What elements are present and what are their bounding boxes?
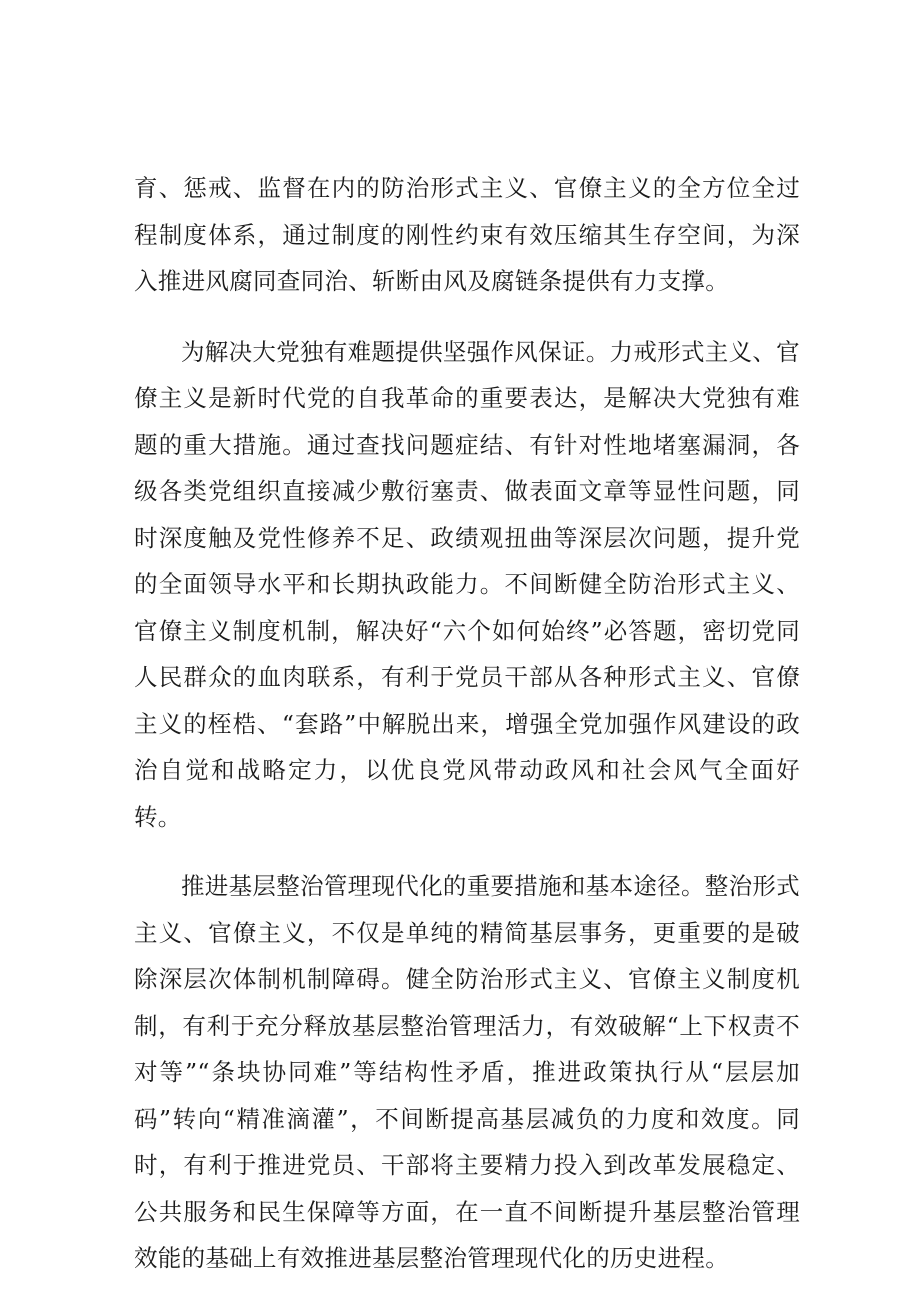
paragraph-work-style-guarantee: 为解决大党独有难题提供坚强作风保证。力戒形式主义、官僚主义是新时代党的自我革命的重要表达，是解决大党独有难题的重大措施。通过查找问题症结、有针对性地堵塞漏洞，各级各类党组织直接减少敷衍塞责、做表面文章等显性问题，同时深度触及党性修养不足、政绩观扭曲等深层次问题，提升党的全面领导水平和长期执政能力。不间断健全防治形式主义、官僚主义制度机制，解决好“六个如何始终”必答题，密切党同人民群众的血肉联系，有利于党员干部从各种形式主义、官僚主义的桎梏、“套路”中解脱出来，增强全党加强作风建设的政治自觉和战略定力，以优良党风带动政风和社会风气全面好转。 (134, 337, 800, 831)
paragraph-grassroots-governance: 推进基层整治管理现代化的重要措施和基本途径。整治形式主义、官僚主义，不仅是单纯的精简基层事务，更重要的是破除深层次体制机制障碍。健全防治形式主义、官僚主义制度机制，有利于充分释放基层整治管理活力，有效破解“上下权责不对等”“条块协同难”等结构性矛盾，推进政策执行从“层层加码”转向“精准滴灌”，不间断提高基层减负的力度和效度。同时，有利于推进党员、干部将主要精力投入到改革发展稳定、公共服务和民生保障等方面，在一直不间断提升基层整治管理效能的基础上有效推进基层整治管理现代化的历史进程。 (134, 872, 800, 1272)
document-body (134, 165, 800, 1305)
paragraph-continued: 育、惩戒、监督在内的防治形式主义、官僚主义的全方位全过程制度体系，通过制度的刚性约束有效压缩其生存空间，为深入推进风腐同查同治、斩断由风及腐链条提供有力支撑。 (134, 174, 800, 295)
